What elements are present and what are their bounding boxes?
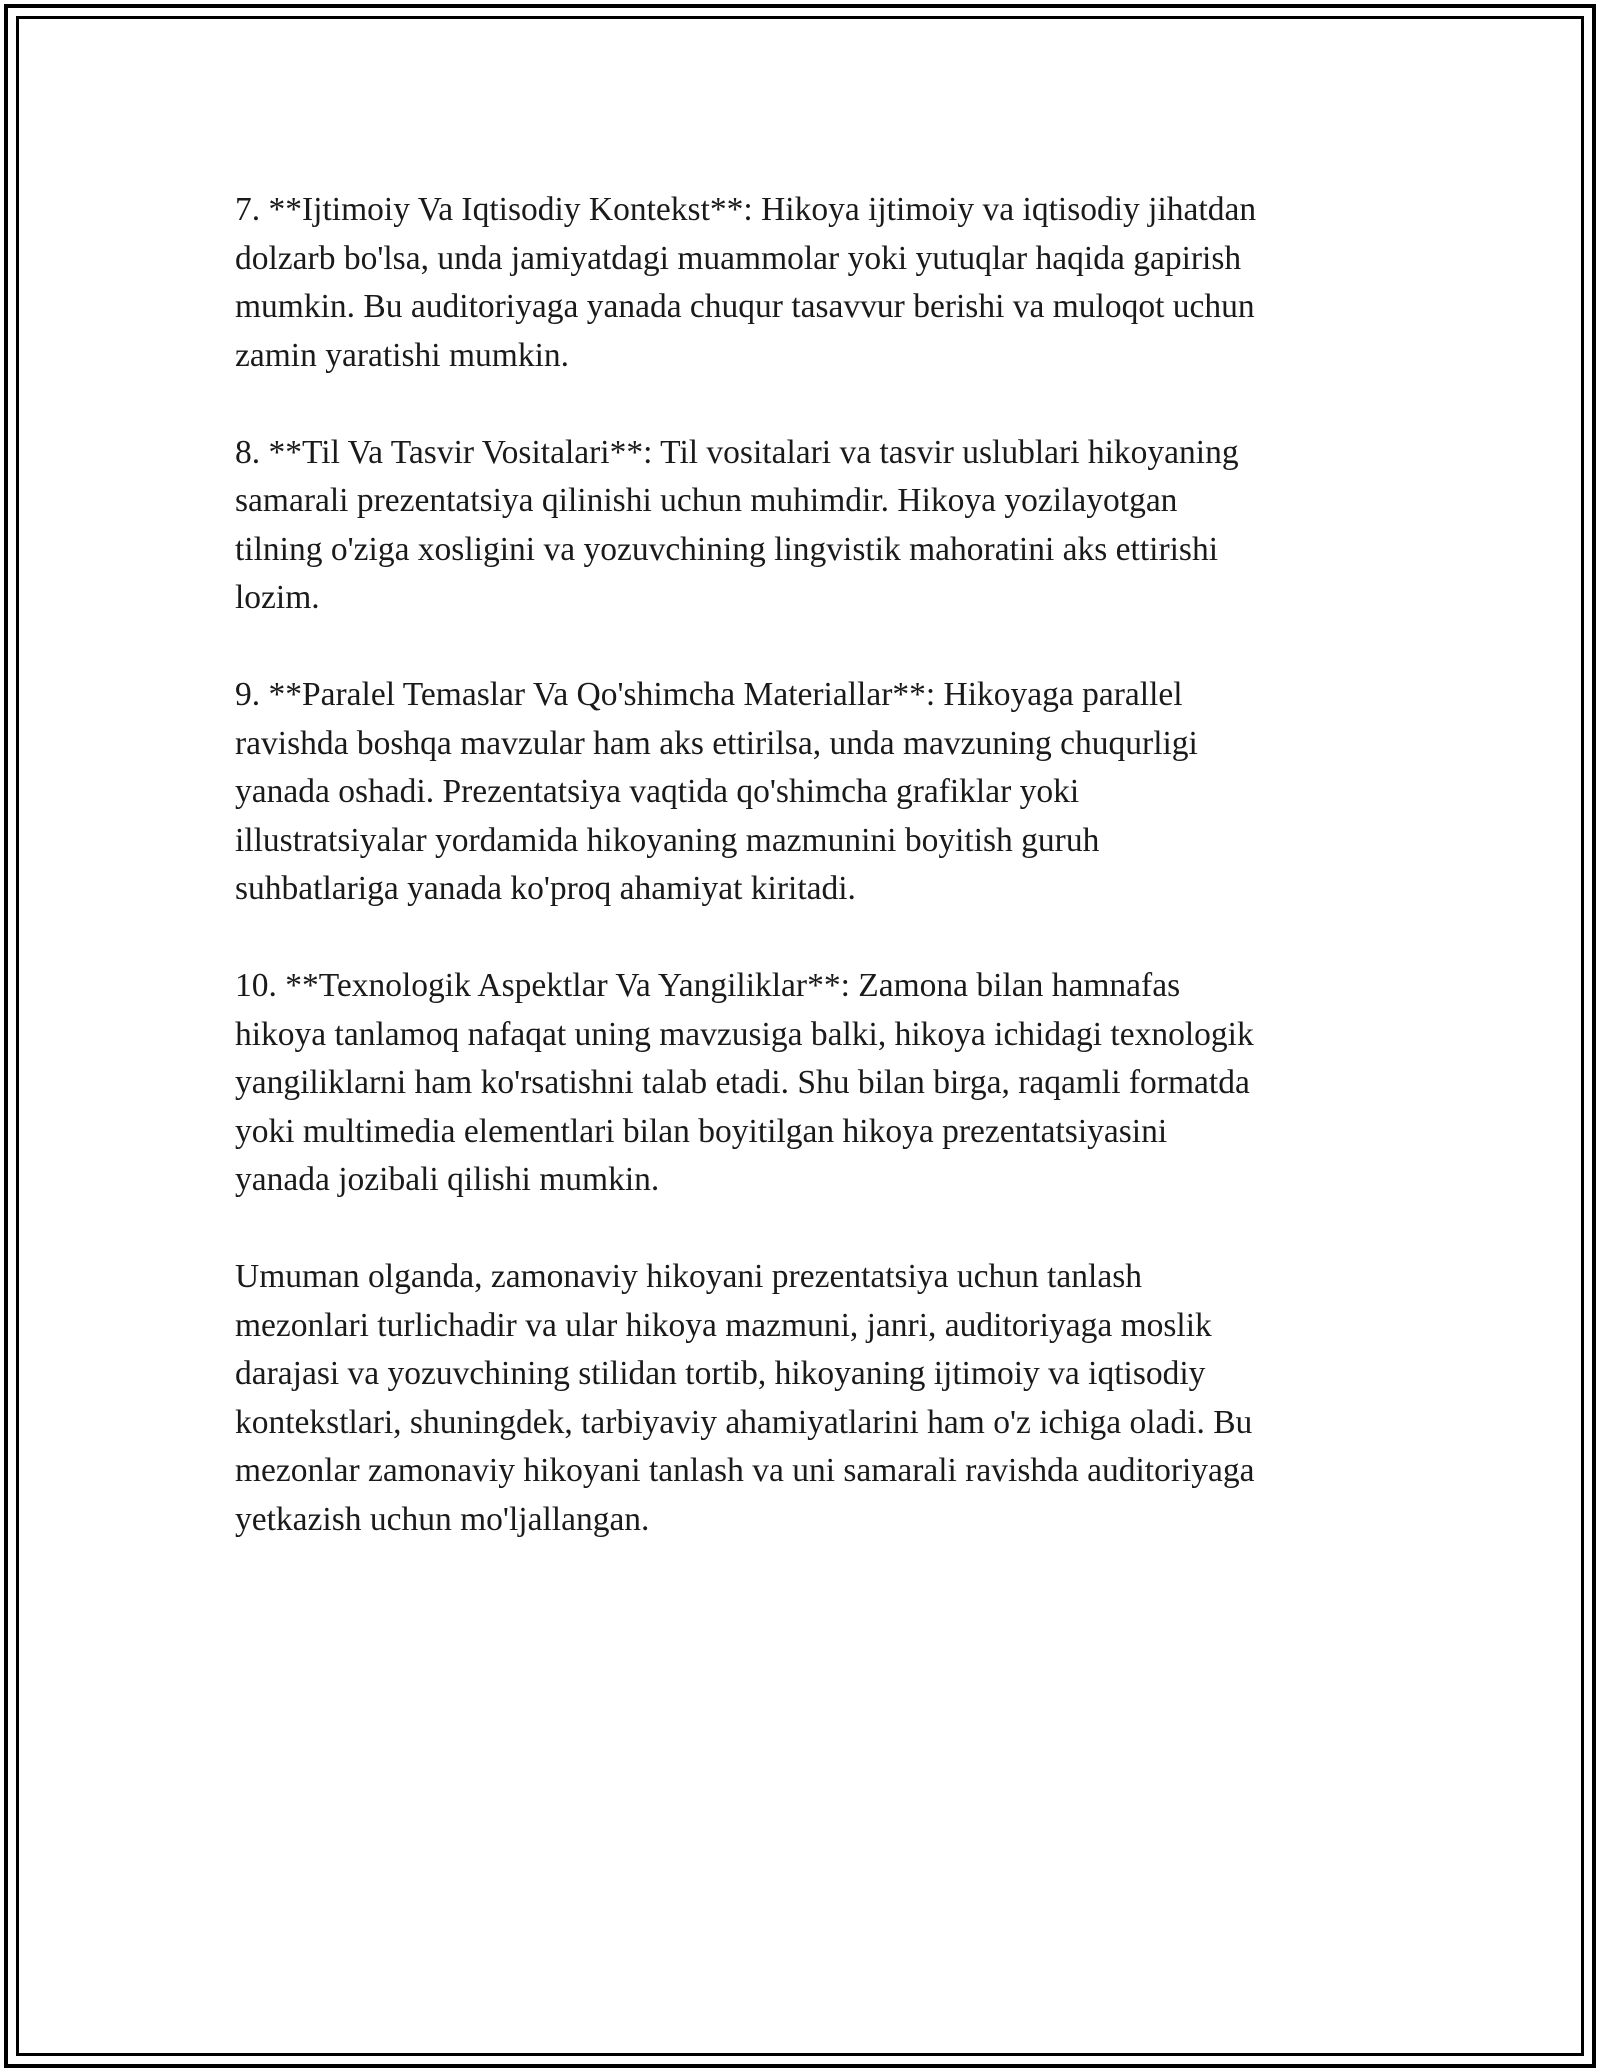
paragraph-line: yanada jozibali qilishi mumkin.: [235, 1161, 660, 1198]
paragraph-line: mumkin. Bu auditoriyaga yanada chuqur tasavvur berishi va muloqot uchun: [235, 288, 1255, 325]
paragraph-line: hikoya tanlamoq nafaqat uning mavzusiga balki, hikoya ichidagi texnologik: [235, 1015, 1254, 1053]
paragraph-line: Umuman olganda, zamonaviy hikoyani prezentatsiya uchun tanlash: [235, 1258, 1143, 1295]
paragraph-line: zamin yaratishi mumkin.: [235, 336, 570, 374]
paragraph-line: illustratsiyalar yordamida hikoyaning mazmunini boyitish guruh: [235, 821, 1100, 859]
paragraph-line: yangiliklarni ham ko'rsatishni talab etadi. Shu bilan birga, raqamli formatda: [235, 1064, 1250, 1101]
paragraph-line: yoki multimedia elementlari bilan boyitilgan hikoya prezentatsiyasini: [235, 1112, 1168, 1150]
paragraph-line: 10. **Texnologik Aspektlar Va Yangiliklar**: Zamona bilan hamnafas: [235, 967, 1181, 1004]
paragraph-7-ijtimoiy: [235, 186, 1365, 380]
paragraph-line: 9. **Paralel Temaslar Va Qo'shimcha Materiallar**: Hikoyaga parallel: [235, 676, 1183, 713]
paragraph-line: darajasi va yozuvchining stilidan tortib, hikoyaning ijtimoiy va iqtisodiy: [235, 1355, 1206, 1392]
paragraph-line: dolzarb bo'lsa, unda jamiyatdagi muammolar yoki yutuqlar haqida gapirish: [235, 239, 1242, 277]
paragraph-10-texnologik: [235, 962, 1365, 1205]
paragraph-line: 8. **Til Va Tasvir Vositalari**: Til vositalari va tasvir uslublari hikoyaning: [235, 433, 1239, 471]
paragraph-line: yetkazish uchun mo'ljallangan.: [235, 1500, 650, 1538]
paragraph-line: mezonlar zamonaviy hikoyani tanlash va uni samarali ravishda auditoriyaga: [235, 1452, 1255, 1489]
paragraph-line: mezonlari turlichadir va ular hikoya mazmuni, janri, auditoriyaga moslik: [235, 1306, 1212, 1344]
paragraph-line: 7. **Ijtimoiy Va Iqtisodiy Kontekst**: Hikoya ijtimoiy va iqtisodiy jihatdan: [235, 191, 1257, 228]
paragraph-9-paralel: [235, 671, 1365, 914]
paragraph-conclusion: [235, 1253, 1365, 1544]
paragraph-line: ravishda boshqa mavzular ham aks ettirilsa, unda mavzuning chuqurligi: [235, 724, 1198, 762]
paragraph-line: lozim.: [235, 579, 320, 616]
paragraph-line: tilning o'ziga xosligini va yozuvchining lingvistik mahoratini aks ettirishi: [235, 530, 1218, 568]
paragraph-line: kontekstlari, shuningdek, tarbiyaviy ahamiyatlarini ham o'z ichiga oladi. Bu: [235, 1403, 1253, 1441]
paragraph-line: samarali prezentatsiya qilinishi uchun muhimdir. Hikoya yozilayotgan: [235, 482, 1178, 519]
paragraph-line: suhbatlariga yanada ko'proq ahamiyat kiritadi.: [235, 870, 856, 907]
document-body: [235, 186, 1365, 1593]
paragraph-line: yanada oshadi. Prezentatsiya vaqtida qo'shimcha grafiklar yoki: [235, 773, 1080, 810]
paragraph-8-til: [235, 429, 1365, 623]
